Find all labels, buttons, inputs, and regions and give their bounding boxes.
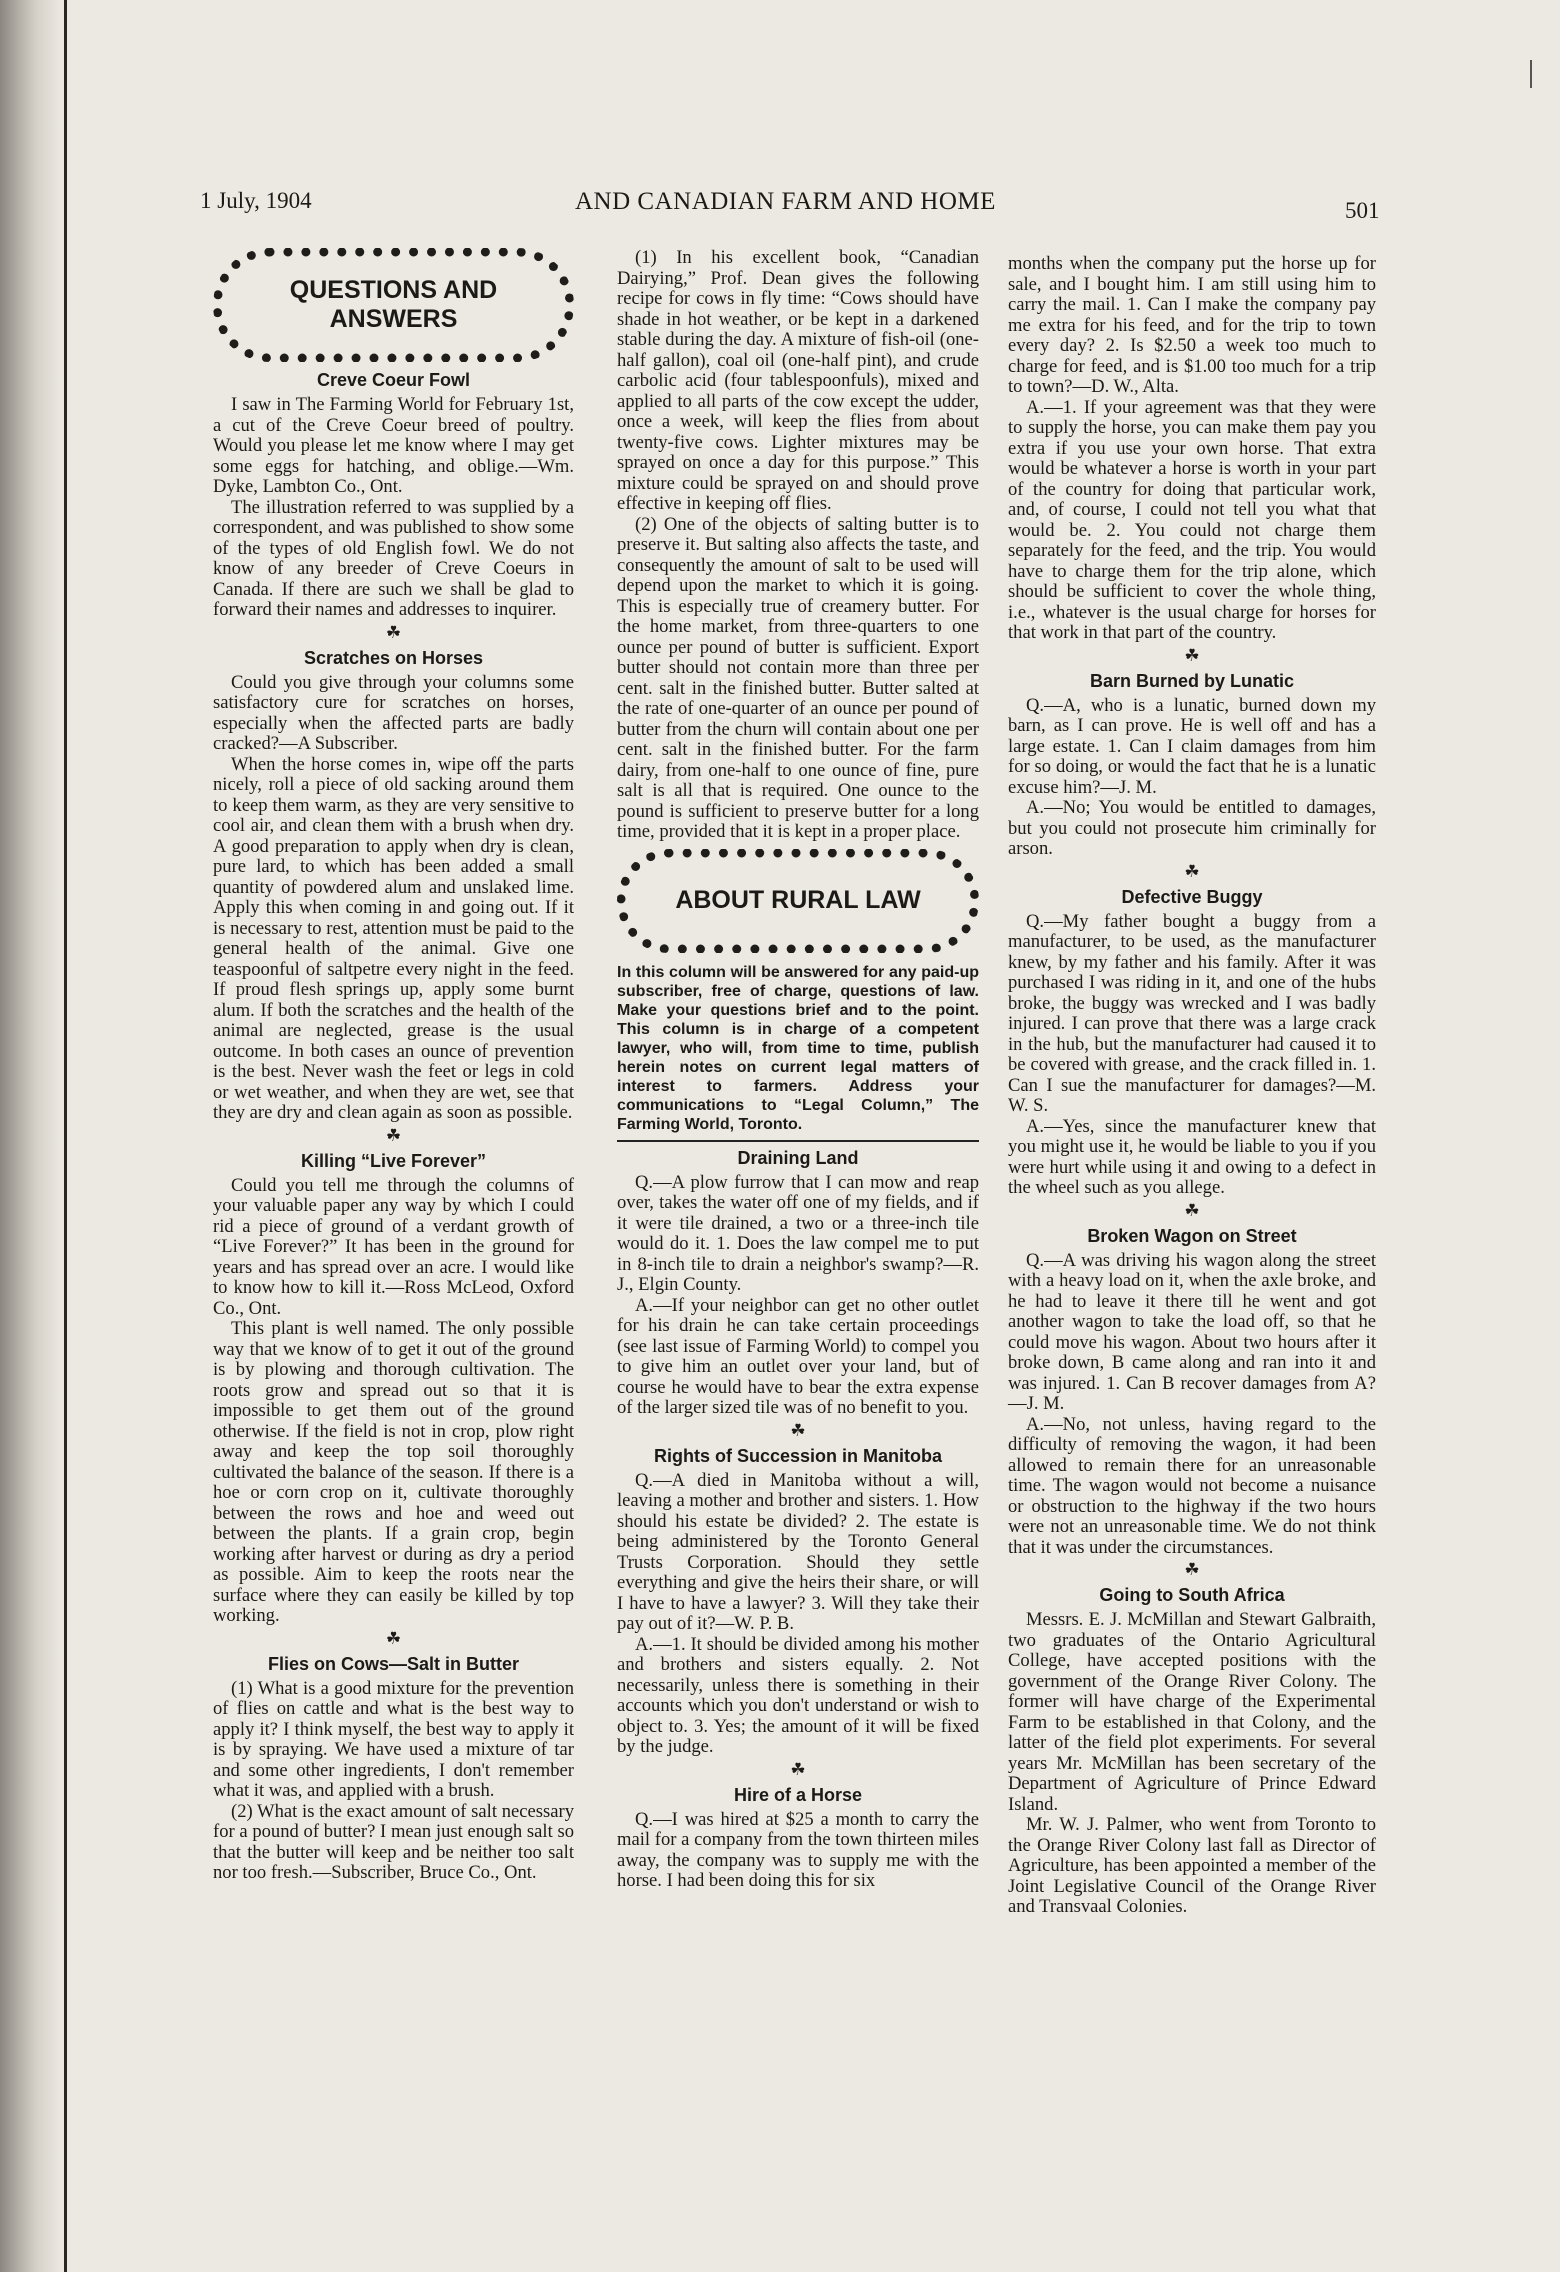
buggy-question: Q.—My father bought a buggy from a manufacturer, to be used, as the manufacturer knew, by my father and his family. After it was purchased I was riding in it, and one of the hubs broke, the buggy was wrecked and I was badly injured. I can prove that there was a large crack in the hub, but the manufacturer had caused it to be covered with grease, and the crack filled in. 1. Can I sue the manufacturer for damages?—M. W. S.	[1008, 910, 1376, 1116]
binding-edge-line	[64, 0, 67, 2272]
separator-ornament: ☘	[790, 1759, 806, 1779]
killing-answer: This plant is well named. The only possible way that we know of to get it out of the ground is by plowing and thorough cultivation. The roots grow and spread out so that it is impossible to get them out of the ground otherwise. If the field is not in crop, plow right away and keep the top soil thoroughly cultivated the balance of the season. If there is a hoe or corn crop on it, cultivate thoroughly between the rows and hoe and weed out between the plants. If a grain crop, begin working after harvest or during as dry a period as possible. Aim to keep the roots near the surface where they can easily be killed by top working.	[213, 1318, 574, 1626]
killing-question: Could you tell me through the columns of your valuable paper any way by which I could rid a piece of ground of a verdant growth of “Live Forever?” It has been in the ground for years and has spread over an acre. I would like to know how to kill it.—Ross McLeod, Oxford Co., Ont.	[213, 1174, 574, 1319]
legal-column-notice: In this column will be answered for any paid-up subscriber, free of charge, questions of law. Make your questions brief and to the point. This column is in charge of a competent lawyer, who will, from time to time, publish herein notes on current legal matters of interest to farmers. Address your communications to “Legal Column,” The Farming World, Toronto.	[617, 963, 979, 1133]
separator-ornament: ☘	[790, 1420, 806, 1440]
banner-line-1: QUESTIONS AND	[289, 276, 498, 304]
page-binding-shadow	[0, 0, 62, 2272]
hire-answer: A.—1. If your agreement was that they were to supply the horse, you can make them pay you extra if you use your own horse. That extra would be whatever a horse is worth in your part of the country for doing that particular work, and, of course, I could not tell you what that would be. 2. You could not charge them separately for the feed, and the trip. You would have to charge them for the trip alone, which should be sufficient to cover the whole thing, i.e., whatever is the usual charge for horses for that work in that part of the country.	[1008, 396, 1376, 643]
heading-defective-buggy: Defective Buggy	[1121, 886, 1263, 907]
heading-flies-salt: Flies on Cows—Salt in Butter	[267, 1653, 520, 1674]
heading-creve-coeur: Creve Coeur Fowl	[316, 370, 471, 390]
flies-answer-1: (1) In his excellent book, “Canadian Dairying,” Prof. Dean gives the following recipe for cows in fly time: “Cows should have shade in hot weather, or be kept in a darkened stable during the day. A mixture of fish-oil (one-half gallon), coal oil (one-half pint), and crude carbolic acid (four tablespoonfuls), mixed and applied to all parts of the cow except the udder, once a week, will keep the flies from about twenty-five cows. Lighter mixtures may be sprayed on once a day for this purpose.” This mixture could be sprayed on and should prove effective in keeping off flies.	[617, 247, 979, 514]
wagon-question: Q.—A was driving his wagon along the street with a heavy load on it, when the axle broke, and he had to leave it there till he went and got another wagon to take the load off, so that he could move his wagon. About two hours after it broke down, B came along and ran into it and was injured. 1. Can B recover damages from A?—J. M.	[1008, 1249, 1376, 1414]
wagon-answer: A.—No, not unless, having regard to the difficulty of removing the wagon, it had been allowed to remain there for an unreasonable time. The wagon would not become a nuisance or obstruction to the highway if the two hours were not an unreasonable time. We do not think that it was under the circumstances.	[1008, 1413, 1376, 1558]
heading-killing-live-forever: Killing “Live Forever”	[300, 1150, 487, 1171]
africa-paragraph-1: Messrs. E. J. McMillan and Stewart Galbraith, two graduates of the Ontario Agricultural College, have accepted positions with the government of the Orange River Colony. The former will have charge of the Experimental Farm to be established in that Colony, and the latter of the field plot experiments. For several years Mr. McMillan has been secretary of the Department of Agriculture of Prince Edward Island.	[1008, 1609, 1376, 1815]
separator-ornament: ☘	[1184, 1200, 1200, 1220]
heading-south-africa: Going to South Africa	[1099, 1585, 1285, 1605]
flies-question-2: (2) What is the exact amount of salt necessary for a pound of butter? I mean just enough salt so that the butter will keep and be neither too salt nor too fresh.—Subscriber, Bruce Co., Ont.	[213, 1800, 574, 1883]
succession-question: Q.—A died in Manitoba without a will, leaving a mother and brother and sisters. 1. How should his estate be divided? 2. The estate is being administered by the Toronto General Trusts Corporation. Should they settle everything and give the heirs their share, or will I have to have a lawyer? 3. Will they take their pay out of it?—W. P. B.	[617, 1469, 979, 1634]
heading-succession: Rights of Succession in Manitoba	[653, 1445, 943, 1466]
issue-date: 1 July, 1904	[200, 188, 312, 213]
scratches-question: Could you give through your columns some satisfactory cure for scratches on horses, especially when the affected parts are badly cracked?—A Subscriber.	[213, 671, 574, 754]
heading-barn-burned: Barn Burned by Lunatic	[1089, 670, 1295, 691]
buggy-answer: A.—Yes, since the manufacturer knew that you might use it, he would be liable to you if you were hurt while using it and owing to a defect in the wheel such as you allege.	[1008, 1115, 1376, 1198]
heading-scratches: Scratches on Horses	[303, 647, 484, 668]
separator-ornament: ☘	[1184, 861, 1200, 881]
barn-question: Q.—A, who is a lunatic, burned down my barn, as I can prove. He is well off and has a large estate. 1. Can I claim damages from him for so doing, or would the fact that he is a lunatic excuse him?—J. M.	[1008, 694, 1376, 798]
flies-question-1: (1) What is a good mixture for the prevention of flies on cattle and what is the best way to apply it? I think myself, the best way to apply it is by spraying. We have used a mixture of tar and some other ingredients, I don't remember what it was, and applied with a brush.	[213, 1677, 574, 1801]
questions-answers-banner	[213, 248, 574, 362]
running-title: AND CANADIAN FARM AND HOME	[575, 188, 996, 215]
drain-question: Q.—A plow furrow that I can mow and reap over, takes the water off one of my fields, and if it were tile drained, a two or a three-inch tile would do it. 1. Does the law compel me to put in 8-inch tile to drain a neighbor's swamp?—R. J., Elgin County.	[617, 1171, 979, 1295]
page-edge-mark	[1530, 60, 1532, 88]
drain-answer: A.—If your neighbor can get no other outlet for his drain he can take certain proceedings (see last issue of Farming World) to compel you to give him an outlet over your land, but of course he would have to bear the extra expense of the larger sized tile was of no benefit to you.	[617, 1294, 979, 1418]
creve-answer: The illustration referred to was supplied by a correspondent, and was published to show some of the types of old English fowl. We do not know of any breeder of Creve Coeurs in Canada. If there are such we shall be glad to forward their names and addresses to inquirer.	[213, 496, 574, 620]
heading-hire-horse: Hire of a Horse	[733, 1784, 863, 1805]
separator-ornament: ☘	[385, 622, 402, 642]
separator-ornament: ☘	[1184, 645, 1200, 665]
page-number: 501	[1345, 198, 1380, 223]
column-left	[213, 248, 574, 1884]
column-right	[1008, 254, 1376, 1918]
heading-draining-land: Draining Land	[737, 1147, 859, 1168]
notice-rule	[617, 1140, 979, 1142]
rural-law-banner	[617, 849, 979, 953]
separator-ornament: ☘	[385, 1125, 402, 1145]
separator-ornament: ☘	[1184, 1560, 1200, 1579]
succession-answer: A.—1. It should be divided among his mother and brothers and sisters equally. 2. Not necessarily, unless there is something in their accounts which you don't understand or wish to object to. 3. Yes; the amount of it will be fixed by the judge.	[617, 1633, 979, 1757]
barn-answer: A.—No; You would be entitled to damages, but you could not prosecute him criminally for arson.	[1008, 797, 1376, 859]
separator-ornament: ☘	[385, 1628, 402, 1648]
hire-question-continued: months when the company put the horse up for sale, and I bought him. I am still using him to carry the mail. 1. Can I make the company pay me extra for his feed, and for the trip to town every day? 2. Is $2.50 a week too much to charge for feed, and is $1.00 too much for a trip to town?—D. W., Alta.	[1008, 253, 1376, 397]
africa-paragraph-2: Mr. W. J. Palmer, who went from Toronto to the Orange River Colony last fall as Director of Agriculture, has been appointed a member of the Joint Legislative Council of the Orange River and Transvaal Colonies.	[1008, 1814, 1376, 1917]
hire-question: Q.—I was hired at $25 a month to carry the mail for a company from the town thirteen miles away, the company was to supply me with the horse. I had been doing this for six	[617, 1808, 979, 1891]
rural-law-banner-text: ABOUT RURAL LAW	[675, 886, 921, 914]
banner-line-2: ANSWERS	[329, 305, 458, 333]
column-middle	[617, 248, 979, 1892]
flies-answer-2: (2) One of the objects of salting butter is to preserve it. But salting also affects the taste, and consequently the amount of salt to be used will depend upon the market to which it is going. This is especially true of creamery butter. For the home market, from three-quarters to one ounce per pound of butter is sufficient. Export butter should not contain more than three per cent. salt in the finished butter. Butter salted at the rate of one-quarter of an ounce per pound of butter from the churn will contain about one per cent. salt in the finished butter. For the farm dairy, from one-half to one ounce of fine, pure salt is all that is required. One ounce to the pound is sufficient to preserve butter for a long time, provided that it is kept in a proper place.	[617, 513, 979, 842]
creve-question: I saw in The Farming World for February 1st, a cut of the Creve Coeur breed of poultry. Would you please let me know where I may get some eggs for hatching, and oblige.—Wm. Dyke, Lambton Co., Ont.	[213, 394, 574, 497]
heading-broken-wagon: Broken Wagon on Street	[1087, 1225, 1297, 1246]
scratches-answer: When the horse comes in, wipe off the parts nicely, roll a piece of old sacking around them to keep them warm, as they are very sensitive to cool air, and clean them with a brush when dry. A good preparation to apply when dry is clean, pure lard, to which has been added a small quantity of powdered alum and unslaked lime. Apply this when coming in and going out. If it is necessary to rest, attention must be paid to the general health of the animal. Give one teaspoonful of saltpetre every night in the feed. If proud flesh springs up, apply some burnt alum. If both the scratches and the health of the animal are neglected, grease is the usual outcome. In both cases an ounce of prevention is the best. Never wash the feet or legs in cold or wet weather, and when they are wet, see that they are dry and clean again as soon as possible.	[213, 753, 574, 1123]
